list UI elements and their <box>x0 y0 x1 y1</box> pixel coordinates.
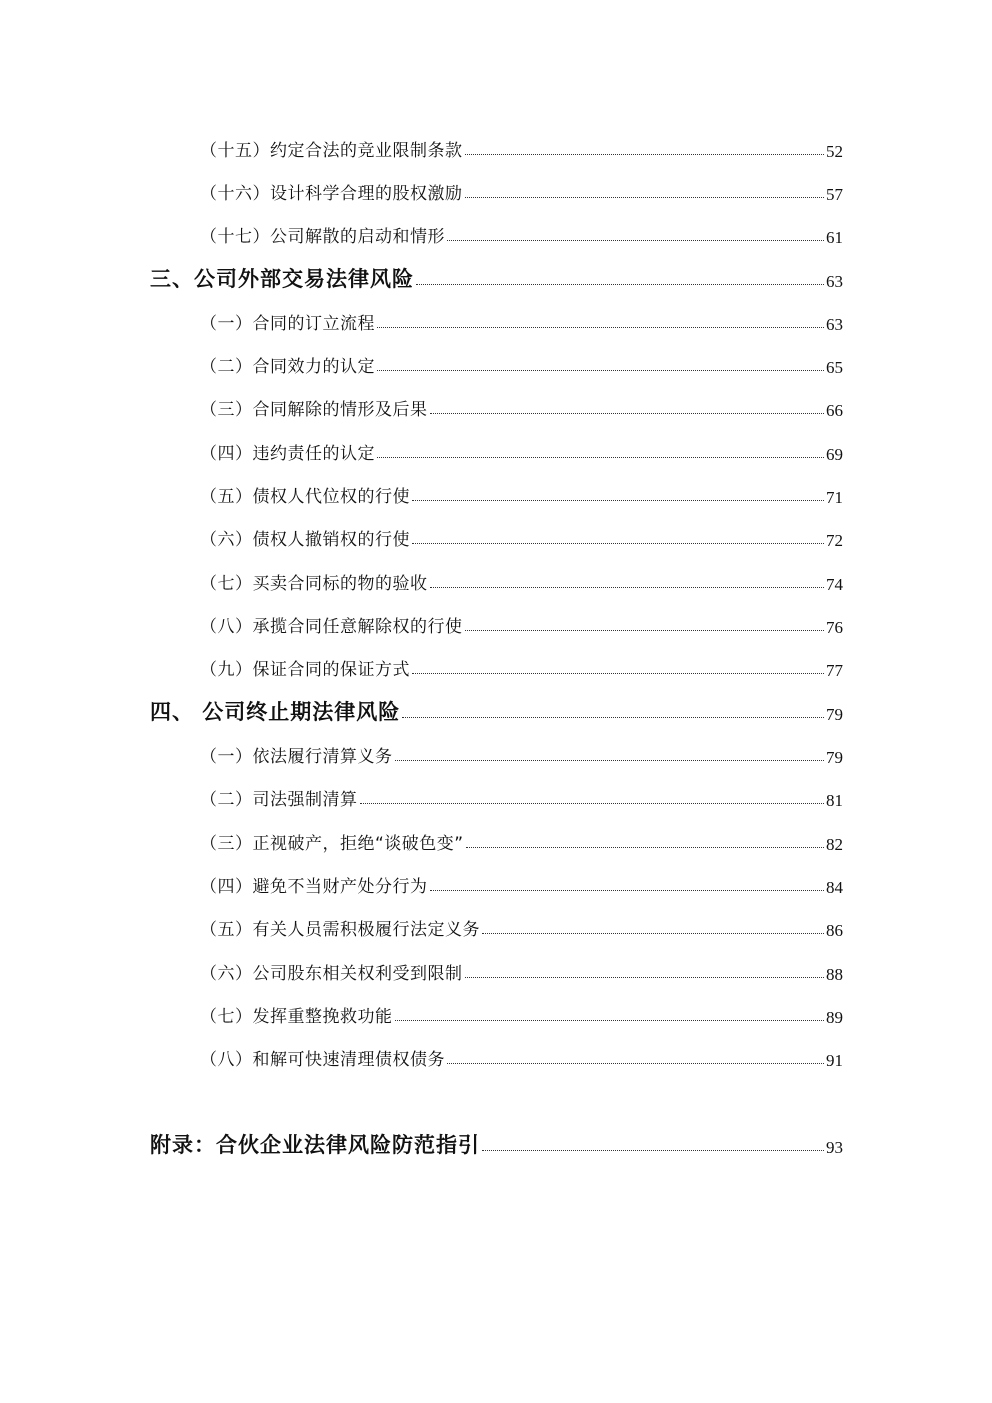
dot-leader <box>412 543 824 544</box>
dot-leader <box>482 933 824 934</box>
dot-leader <box>377 370 824 371</box>
toc-entry-page: 63 <box>826 272 843 291</box>
toc-entry-page: 61 <box>826 228 843 247</box>
dot-leader <box>402 717 824 718</box>
toc-entry-page: 93 <box>826 1138 843 1157</box>
toc-entry[interactable] <box>200 478 843 506</box>
toc-entry-title: （十五）约定合法的竞业限制条款 <box>200 141 463 161</box>
toc-entry-page: 88 <box>826 965 843 984</box>
toc-entry-page: 69 <box>826 445 843 464</box>
toc-entry[interactable] <box>200 348 843 376</box>
toc-entry-page: 74 <box>826 575 843 594</box>
toc-entry-title: （六）公司股东相关权利受到限制 <box>200 964 463 984</box>
toc-entry-title: （四）违约责任的认定 <box>200 444 375 464</box>
dot-leader <box>395 760 825 761</box>
toc-entry-title: （五）有关人员需积极履行法定义务 <box>200 920 480 940</box>
toc-entry-page: 77 <box>826 661 843 680</box>
toc-entry[interactable] <box>200 391 843 419</box>
dot-leader <box>360 803 825 804</box>
toc-entry[interactable] <box>200 825 843 853</box>
toc-section-heading[interactable] <box>150 1124 843 1156</box>
toc-entry[interactable] <box>200 911 843 939</box>
toc-entry-title: （二）合同效力的认定 <box>200 357 375 377</box>
dot-leader <box>465 630 825 631</box>
toc-section-title: 四、 公司终止期法律风险 <box>150 700 401 724</box>
toc-entry[interactable] <box>200 608 843 636</box>
dot-leader <box>466 847 824 848</box>
toc-entry-title: （七）买卖合同标的物的验收 <box>200 574 428 594</box>
dot-leader <box>430 587 825 588</box>
toc-entry-title: （一）依法履行清算义务 <box>200 747 393 767</box>
dot-leader <box>465 154 825 155</box>
toc-entry[interactable] <box>200 651 843 679</box>
toc-entry-page: 82 <box>826 835 843 854</box>
toc-entry-title: （十六）设计科学合理的股权激励 <box>200 184 463 204</box>
dot-leader <box>395 1020 825 1021</box>
toc-section-title: 三、公司外部交易法律风险 <box>150 267 414 291</box>
toc-entry-page: 65 <box>826 358 843 377</box>
toc-entry-page: 71 <box>826 488 843 507</box>
toc-entry-page: 84 <box>826 878 843 897</box>
toc-entry-title: （八）承揽合同任意解除权的行使 <box>200 617 463 637</box>
dot-leader <box>377 327 824 328</box>
dot-leader <box>447 240 824 241</box>
toc-entry[interactable] <box>200 998 843 1026</box>
toc-entry-page: 66 <box>826 401 843 420</box>
toc-entry[interactable] <box>200 305 843 333</box>
toc-entry-title: （十七）公司解散的启动和情形 <box>200 227 445 247</box>
toc-entry[interactable] <box>200 565 843 593</box>
toc-entry-page: 79 <box>826 705 843 724</box>
dot-leader <box>412 673 824 674</box>
toc-entry-page: 86 <box>826 921 843 940</box>
toc-entry[interactable] <box>200 868 843 896</box>
toc-entry-page: 76 <box>826 618 843 637</box>
toc-section-title: 附录：合伙企业法律风险防范指引 <box>150 1133 480 1157</box>
toc-entry[interactable] <box>200 521 843 549</box>
toc-entry[interactable] <box>200 435 843 463</box>
toc-entry-page: 72 <box>826 531 843 550</box>
toc-section-heading[interactable] <box>150 258 843 290</box>
dot-leader <box>447 1063 824 1064</box>
toc-entry[interactable] <box>200 955 843 983</box>
toc-entry-page: 52 <box>826 142 843 161</box>
toc-entry[interactable] <box>200 175 843 203</box>
toc-entry-title: （八）和解可快速清理债权债务 <box>200 1050 445 1070</box>
toc-entry-page: 57 <box>826 185 843 204</box>
toc-entry[interactable] <box>200 738 843 766</box>
toc-entry-title: （四）避免不当财产处分行为 <box>200 877 428 897</box>
toc-entry[interactable] <box>200 132 843 160</box>
toc-entry-title: （三）合同解除的情形及后果 <box>200 400 428 420</box>
dot-leader <box>412 500 824 501</box>
toc-entry-page: 81 <box>826 791 843 810</box>
toc-entry-page: 89 <box>826 1008 843 1027</box>
toc-entry[interactable] <box>200 1041 843 1069</box>
dot-leader <box>482 1150 824 1151</box>
toc-entry[interactable] <box>200 781 843 809</box>
toc-entry-page: 63 <box>826 315 843 334</box>
toc-entry-title: （三）正视破产，拒绝“谈破色变” <box>200 834 464 854</box>
dot-leader <box>465 977 825 978</box>
dot-leader <box>465 197 825 198</box>
toc-entry-title: （九）保证合同的保证方式 <box>200 660 410 680</box>
toc-entry-title: （六）债权人撤销权的行使 <box>200 530 410 550</box>
dot-leader <box>377 457 824 458</box>
dot-leader <box>430 413 825 414</box>
toc-entry-title: （一）合同的订立流程 <box>200 314 375 334</box>
toc-entry[interactable] <box>200 218 843 246</box>
dot-leader <box>416 284 824 285</box>
toc-section-heading[interactable] <box>150 691 843 723</box>
dot-leader <box>430 890 825 891</box>
toc-entry-title: （五）债权人代位权的行使 <box>200 487 410 507</box>
toc-entry-title: （二）司法强制清算 <box>200 790 358 810</box>
toc-entry-title: （七）发挥重整挽救功能 <box>200 1007 393 1027</box>
toc-entry-page: 91 <box>826 1051 843 1070</box>
toc-entry-page: 79 <box>826 748 843 767</box>
